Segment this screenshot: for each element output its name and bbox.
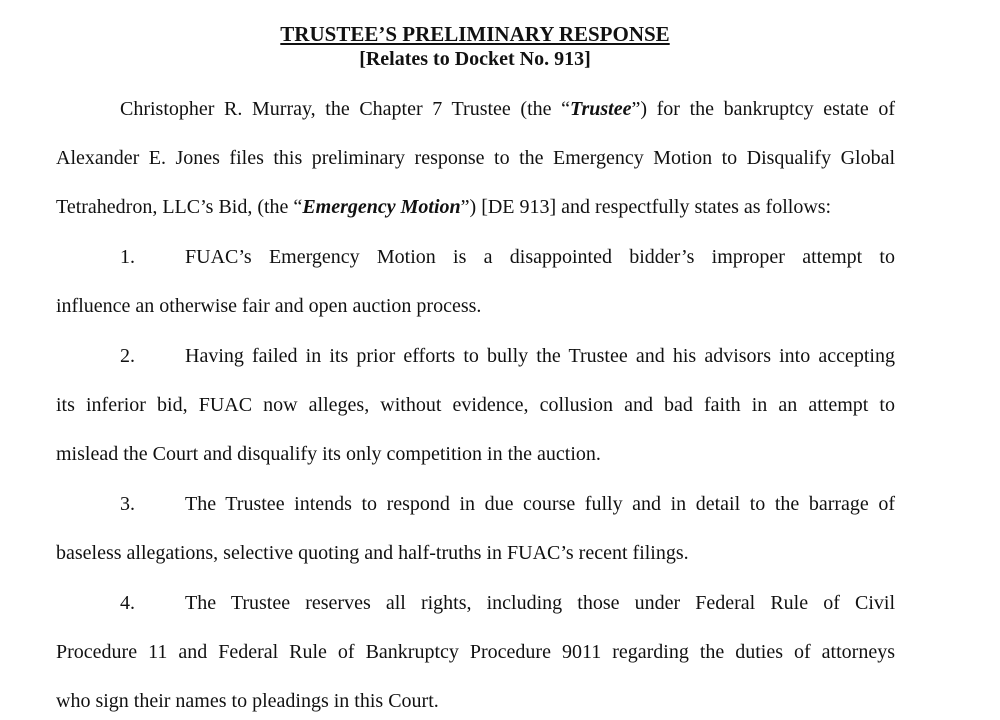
- intro-text: Tetrahedron, LLC’s Bid, (the “: [56, 196, 303, 218]
- paragraph-4-line-3: who sign their names to pleadings in this Court.: [56, 690, 439, 712]
- paragraph-2-line-3: mislead the Court and disqualify its only competition in the auction.: [56, 443, 601, 465]
- defined-term-emergency-motion: Emergency Motion: [302, 196, 461, 218]
- intro-line-2: Alexander E. Jones files this preliminary response to the Emergency Motion to Disqualify Global: [56, 147, 895, 169]
- paragraph-number: 4.: [120, 592, 135, 614]
- intro-line-1: [120, 96, 895, 122]
- paragraph-number: 2.: [120, 345, 135, 367]
- intro-line-3: [56, 194, 831, 220]
- paragraph-2-line-1: Having failed in its prior efforts to bully the Trustee and his advisors into accepting: [185, 345, 895, 367]
- paragraph-3-line-1: The Trustee intends to respond in due course fully and in detail to the barrage of: [185, 493, 895, 515]
- intro-text: ”) for the bankruptcy estate of: [631, 98, 896, 120]
- paragraph-3-line-2: baseless allegations, selective quoting and half-truths in FUAC’s recent filings.: [56, 542, 689, 564]
- paragraph-number: 1.: [120, 246, 135, 268]
- paragraph-4-line-2: Procedure 11 and Federal Rule of Bankruptcy Procedure 9011 regarding the duties of attorneys: [56, 641, 895, 663]
- paragraph-1-line-1: FUAC’s Emergency Motion is a disappointed bidder’s improper attempt to: [185, 246, 895, 268]
- paragraph-1-line-2: influence an otherwise fair and open auction process.: [56, 295, 482, 317]
- paragraph-4-line-1: The Trustee reserves all rights, including those under Federal Rule of Civil: [185, 592, 895, 614]
- docket-reference: [Relates to Docket No. 913]: [359, 48, 591, 70]
- paragraph-number: 3.: [120, 493, 135, 515]
- defined-term-trustee: Trustee: [570, 98, 632, 120]
- document-title: TRUSTEE’S PRELIMINARY RESPONSE: [280, 22, 670, 46]
- intro-text: Christopher R. Murray, the Chapter 7 Trustee (the “: [120, 98, 570, 120]
- paragraph-2-line-2: its inferior bid, FUAC now alleges, without evidence, collusion and bad faith in an attempt to: [56, 394, 895, 416]
- intro-text: ”) [DE 913] and respectfully states as follows:: [460, 196, 832, 218]
